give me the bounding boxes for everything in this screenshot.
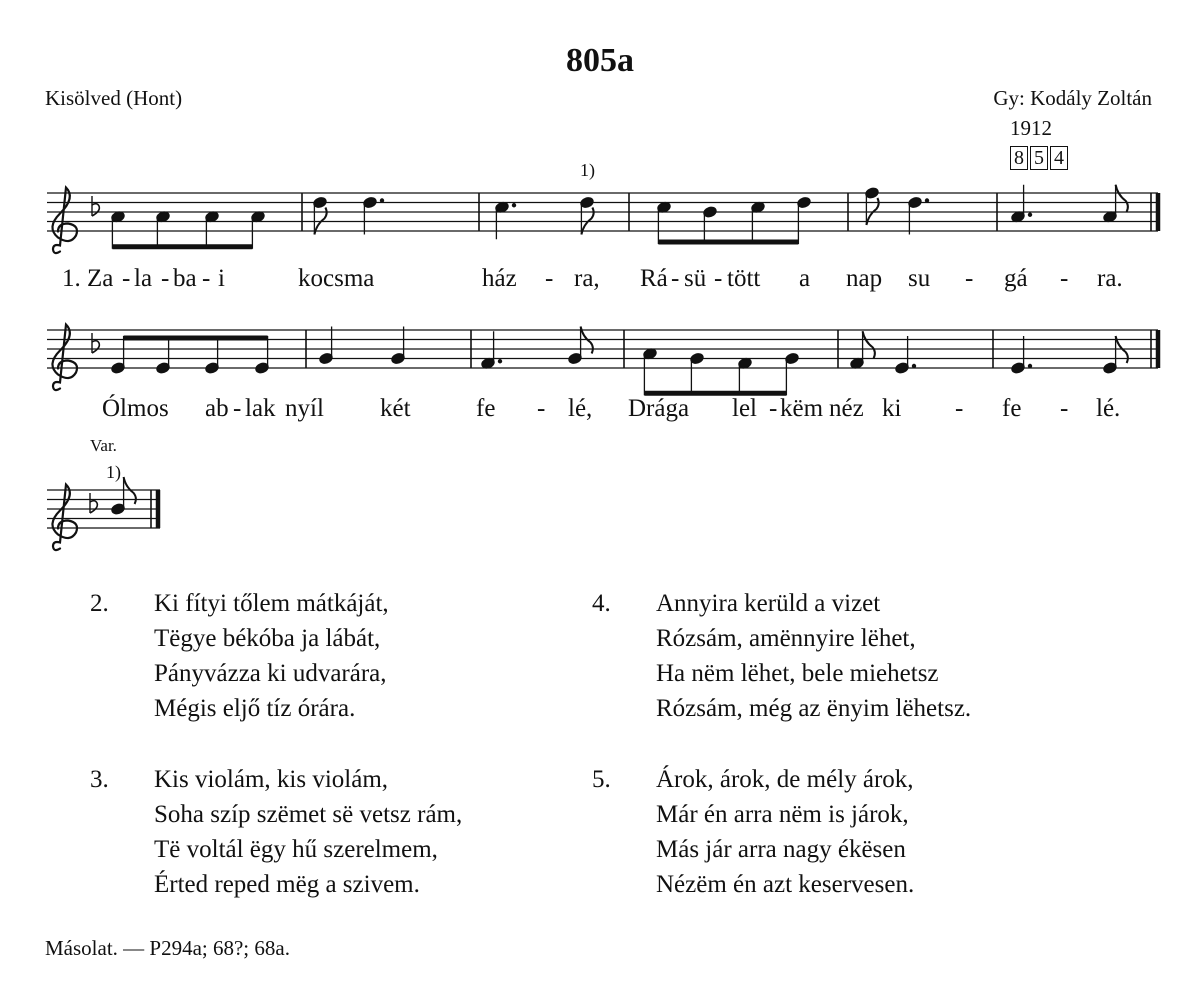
stanza-number: 2. — [90, 590, 109, 617]
origin-location: Kisölved (Hont) — [45, 86, 183, 110]
verse-line: Të voltál ëgy hű szerelmem, — [154, 836, 438, 863]
lyric-syllable: lel — [732, 395, 757, 422]
lyric-hyphen: - — [202, 265, 211, 292]
lyric-hyphen: - — [965, 265, 974, 292]
flat-sign-icon — [92, 204, 99, 216]
augmentation-dot — [912, 364, 916, 368]
lyric-hyphen: - — [671, 265, 680, 292]
lyric-hyphen: - — [955, 395, 964, 422]
lyric-hyphen: - — [537, 395, 546, 422]
augmentation-dot — [512, 203, 516, 207]
stanza-number: 4. — [592, 590, 611, 617]
treble-clef-icon — [52, 485, 77, 551]
lyric-syllable: nap — [846, 265, 883, 292]
lyric-syllable: kocsma — [298, 265, 375, 292]
augmentation-dot — [1028, 364, 1032, 368]
verse-line: Ha nëm lëhet, bele miehetsz — [656, 660, 939, 687]
verse-line: Pányvázza ki udvarára, — [154, 660, 387, 687]
lyric-syllable: ki — [882, 395, 902, 422]
verse-line: Ki fítyi tőlem mátkáját, — [154, 590, 389, 617]
song-number: 805a — [566, 42, 634, 79]
collection-year: 1912 — [1010, 116, 1052, 140]
verse-line: Kis violám, kis violám, — [154, 766, 389, 793]
lyric-syllable: ab — [205, 395, 229, 422]
lyric-syllable: fe — [476, 395, 496, 422]
lyric-syllable: nyíl — [285, 395, 324, 422]
lyric-syllable: Ólmos — [102, 395, 169, 422]
lyric-hyphen: - — [122, 265, 131, 292]
verse-line: Árok, árok, de mély árok, — [656, 766, 914, 793]
augmentation-dot — [925, 198, 929, 202]
lyric-syllable: lak — [245, 395, 276, 422]
lyric-syllable: tött — [727, 265, 761, 292]
verse-line: Érted reped mëg a szivem. — [154, 871, 420, 898]
verse-line: Rózsám, még az ënyim lëhetsz. — [656, 695, 972, 722]
verse-line: Annyira kerüld a vizet — [656, 590, 881, 617]
lyric-hyphen: - — [1060, 265, 1069, 292]
lyric-syllable: néz — [829, 395, 864, 422]
note-flag — [1116, 185, 1128, 212]
lyric-syllable: ház — [482, 265, 517, 292]
augmentation-dot — [1028, 213, 1032, 217]
lyric-hyphen: - — [769, 395, 778, 422]
treble-clef-icon — [52, 325, 77, 391]
verse-line: Soha szíp szëmet së vetsz rám, — [154, 801, 463, 828]
footnote-mark: 1) — [580, 160, 595, 180]
treble-clef-icon — [52, 188, 77, 254]
collector-credit: Gy: Kodály Zoltán — [993, 86, 1152, 110]
verse-line: Tëgye békóba ja lábát, — [154, 625, 381, 652]
flat-sign-icon — [90, 501, 97, 513]
lyric-syllable: i — [218, 265, 225, 292]
catalog-box-3: 4 — [1050, 146, 1068, 170]
lyric-syllable: su — [908, 265, 931, 292]
verse-line: Mégis eljő tíz órára. — [154, 695, 356, 722]
lyric-syllable: 1. Za — [62, 265, 114, 292]
source-reference: Másolat. — P294a; 68?; 68a. — [45, 936, 290, 960]
verse-line: Rózsám, amënnyire lëhet, — [656, 625, 916, 652]
lyric-syllable: ra, — [574, 265, 600, 292]
lyric-syllable: Drága — [628, 395, 690, 422]
lyric-syllable: këm — [780, 395, 824, 422]
lyric-syllable: ra. — [1097, 265, 1123, 292]
lyric-hyphen: - — [545, 265, 554, 292]
lyric-syllable: sü — [684, 265, 707, 292]
lyric-hyphen: - — [233, 395, 242, 422]
lyric-hyphen: - — [714, 265, 723, 292]
variant-footnote-mark: 1) — [106, 462, 121, 482]
lyric-syllable: la — [134, 265, 153, 292]
lyric-syllable: ba — [173, 265, 197, 292]
verse-line: Nézëm én azt keservesen. — [656, 871, 915, 898]
lyric-syllable: gá — [1004, 265, 1028, 292]
lyric-syllable: a — [799, 265, 811, 292]
note-flag — [863, 331, 875, 358]
lyric-syllable: lé, — [568, 395, 593, 422]
verse-line: Más jár arra nagy ékësen — [656, 836, 906, 863]
verse-line: Már én arra nëm is járok, — [656, 801, 909, 828]
stanza-number: 5. — [592, 766, 611, 793]
lyric-syllable: lé. — [1096, 395, 1121, 422]
lyric-hyphen: - — [1060, 395, 1069, 422]
lyric-syllable: két — [380, 395, 411, 422]
flat-sign-icon — [92, 341, 99, 353]
variant-label: Var. — [90, 436, 117, 455]
catalog-box-1: 8 — [1010, 146, 1028, 170]
stanza-number: 3. — [90, 766, 109, 793]
catalog-box-2: 5 — [1030, 146, 1048, 170]
augmentation-dot — [498, 359, 502, 363]
lyric-hyphen: - — [161, 265, 170, 292]
lyric-syllable: Rá — [640, 265, 668, 292]
lyric-syllable: fe — [1002, 395, 1022, 422]
augmentation-dot — [380, 198, 384, 202]
